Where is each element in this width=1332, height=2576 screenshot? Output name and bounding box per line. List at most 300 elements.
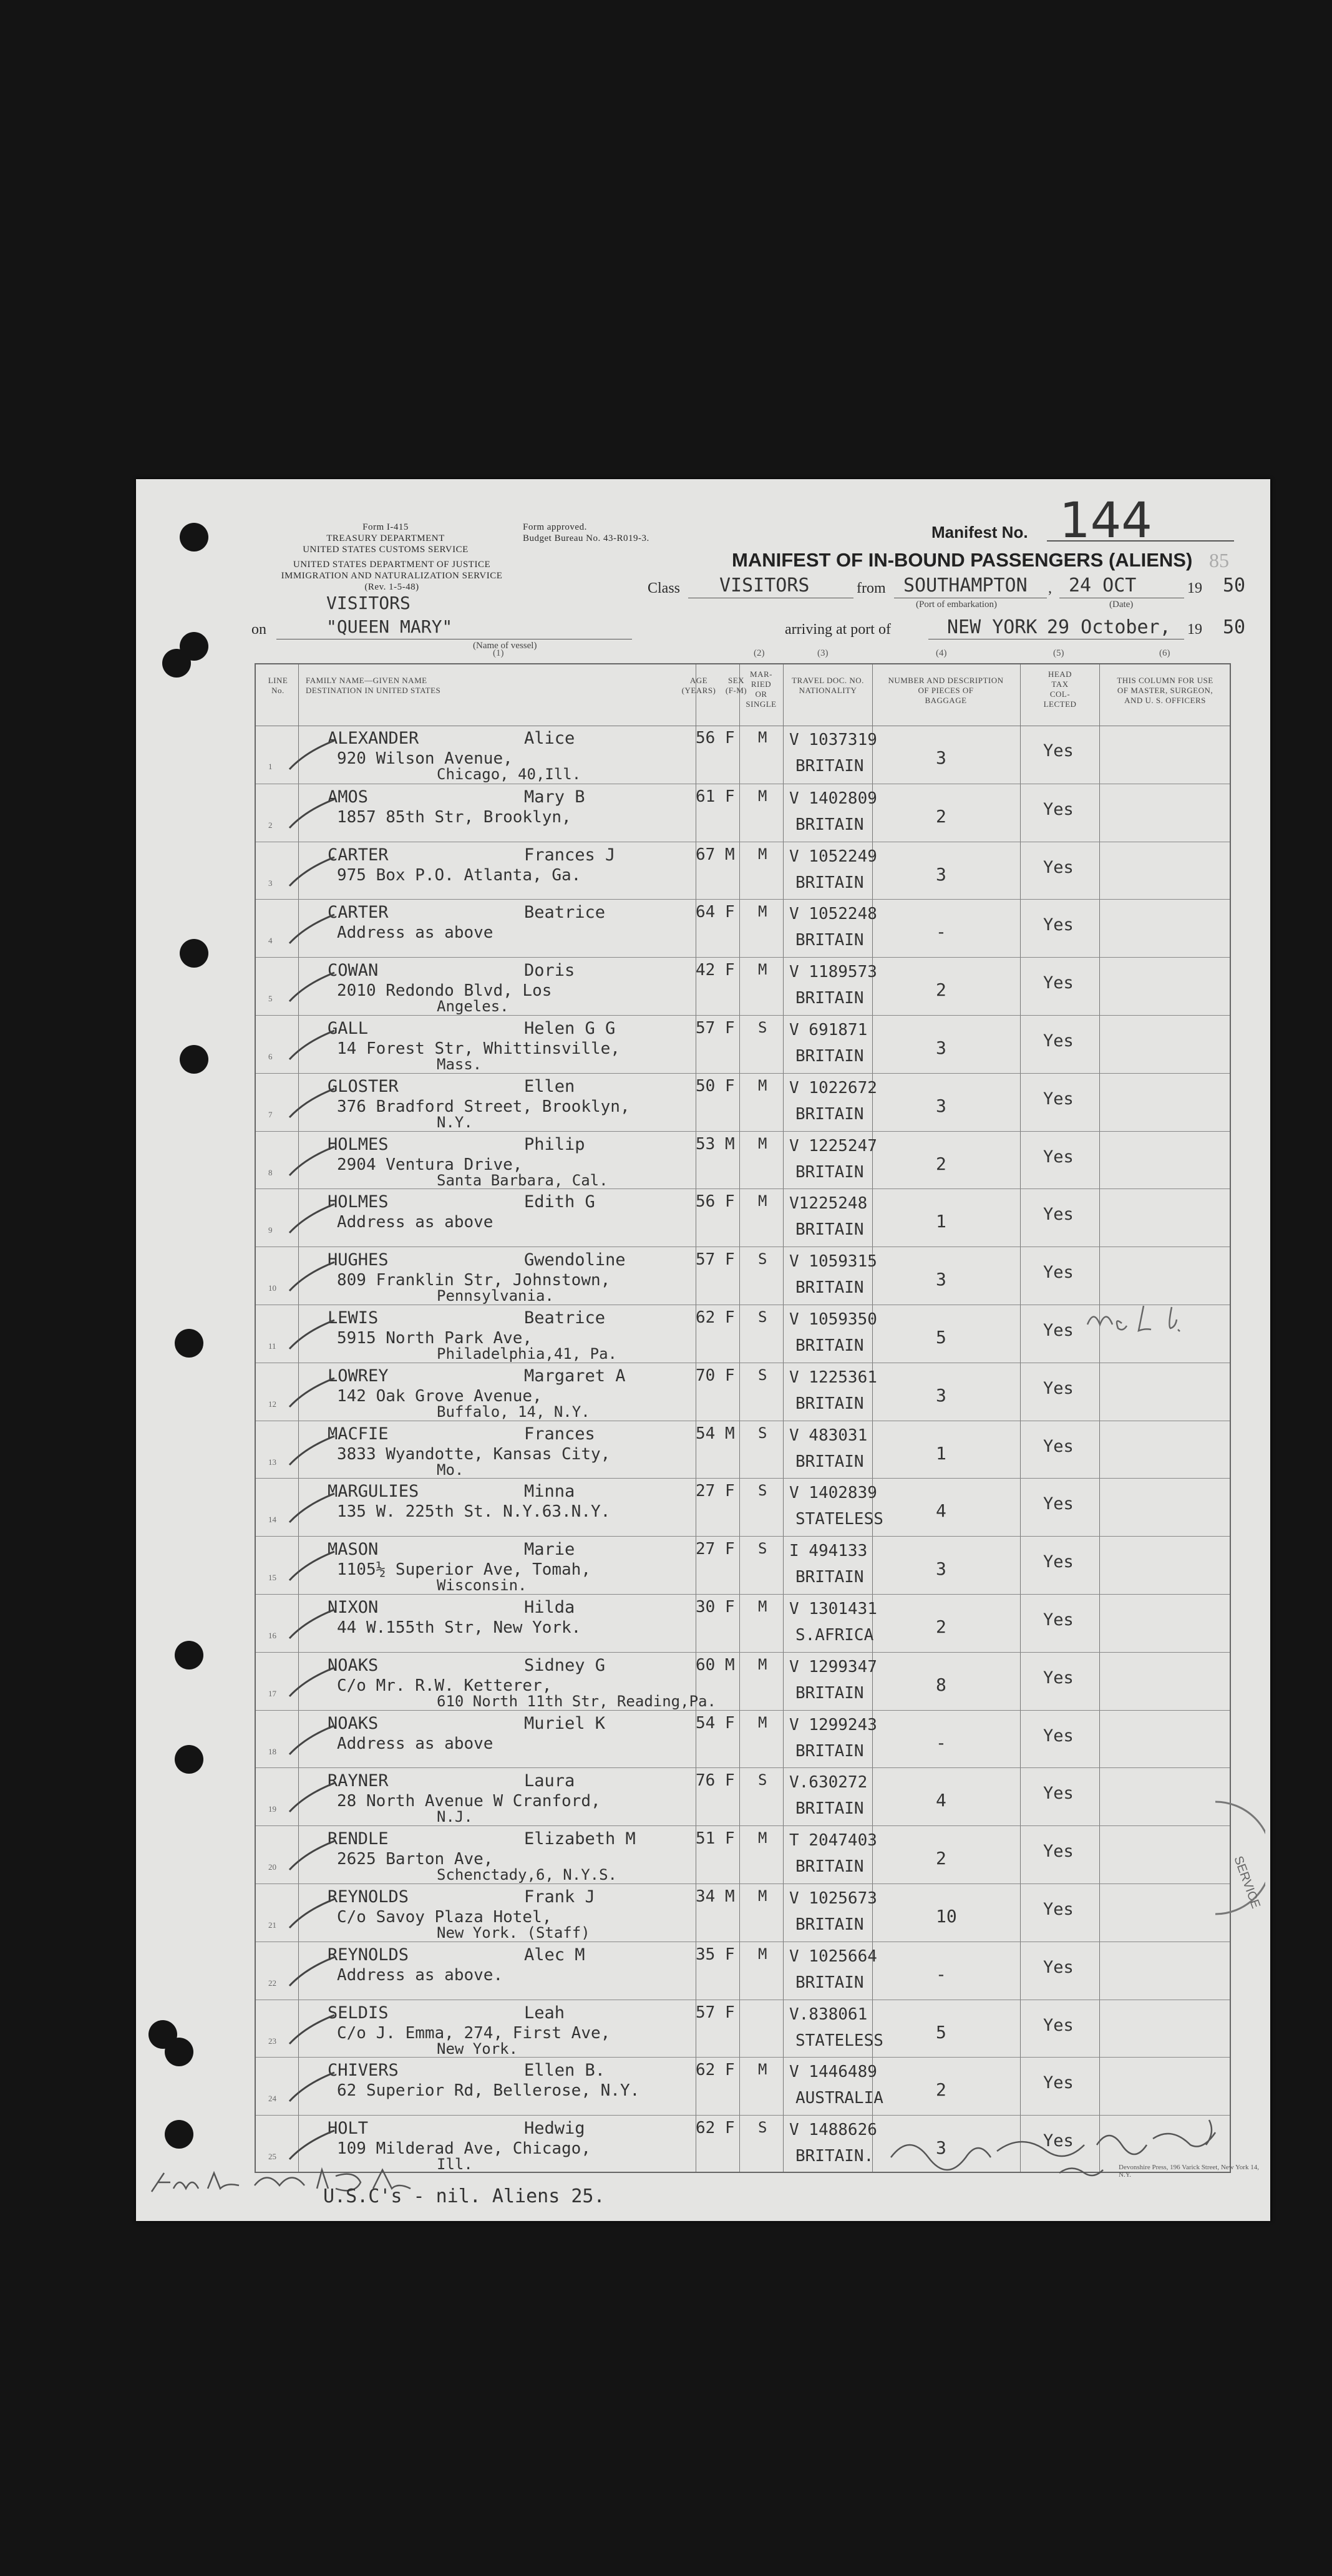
line-number: 10	[268, 1283, 276, 1293]
line-number: 15	[268, 1573, 276, 1583]
handwritten-check-mark	[287, 1260, 337, 1294]
baggage-count: 3	[936, 747, 946, 768]
sex-value: F	[725, 1308, 735, 1327]
family-name: RAYNER	[328, 1771, 389, 1791]
marital-value: M	[758, 961, 767, 979]
handwritten-check-mark	[287, 2070, 337, 2104]
table-row	[256, 1942, 1230, 2000]
nationality: BRITAIN	[795, 1278, 864, 1298]
head-tax-collected: Yes	[1043, 1205, 1074, 1225]
head-tax-collected: Yes	[1043, 1610, 1074, 1630]
address-line-1: 109 Milderad Ave, Chicago,	[337, 2139, 591, 2159]
punch-hole	[165, 2038, 193, 2066]
sex-value: F	[725, 2003, 735, 2022]
address-line-1: 2904 Ventura Drive,	[337, 1155, 523, 1174]
handwritten-check-mark	[287, 1144, 337, 1179]
head-tax-collected: Yes	[1043, 857, 1074, 877]
handwritten-check-mark	[287, 1723, 337, 1757]
approval-text: Form approved.	[523, 522, 587, 532]
col-num-6: (6)	[1159, 648, 1170, 658]
punch-hole	[175, 1745, 203, 1774]
address-line-2: Philadelphia,41, Pa.	[437, 1345, 617, 1363]
comma: ,	[1048, 580, 1052, 596]
sex-value: F	[725, 1192, 735, 1212]
age-value: 64	[696, 903, 716, 922]
given-name: Philip	[524, 1134, 585, 1154]
address-line-1: 135 W. 225th St. N.Y.63.N.Y.	[337, 1502, 611, 1522]
table-row	[256, 957, 1230, 1016]
nationality: BRITAIN	[795, 1047, 864, 1066]
address-line-1: Address as above	[337, 1734, 493, 1753]
address-line-2: 610 North 11th Str, Reading,Pa.	[437, 1692, 716, 1710]
form-approval-block	[523, 522, 710, 544]
handwritten-check-mark	[287, 1086, 337, 1120]
marital-value: M	[758, 1076, 767, 1094]
nationality: BRITAIN	[795, 1857, 864, 1877]
family-name: AMOS	[328, 787, 369, 807]
baggage-count: 1	[936, 1211, 946, 1232]
sex-value: F	[725, 729, 735, 747]
marital-value: M	[758, 1598, 767, 1615]
line-number: 19	[268, 1804, 276, 1814]
sex-value: F	[725, 903, 735, 922]
address-line-2: Mass.	[437, 1056, 482, 1073]
handwritten-check-mark	[287, 738, 337, 772]
age-value: 30	[696, 1598, 716, 1616]
sex-value: F	[725, 1482, 735, 1501]
handwritten-check-mark	[287, 1607, 337, 1641]
family-name: RENDLE	[328, 1829, 389, 1849]
manifest-no-label: Manifest No.	[931, 523, 1028, 542]
table-row	[256, 784, 1230, 842]
embark-date-value: 24 OCT	[1069, 575, 1137, 596]
address-line-1: Address as above	[337, 1213, 493, 1232]
age-value: 50	[696, 1076, 716, 1096]
family-name: HUGHES	[328, 1250, 389, 1270]
arrival-date: 29 October,	[1047, 616, 1171, 638]
address-line-2: Wisconsin.	[437, 1577, 527, 1595]
col-header-head-tax: HEAD TAX COL- LECTED	[1043, 669, 1077, 709]
line-number: 13	[268, 1457, 276, 1467]
given-name: Alec M	[524, 1945, 585, 1965]
handwritten-check-mark	[287, 912, 337, 946]
address-line-1: 1105½ Superior Ave, Tomah,	[337, 1560, 591, 1580]
family-name: SELDIS	[328, 2003, 389, 2023]
officer-remark-handwriting	[1084, 1300, 1215, 1337]
travel-doc-number: V 1488626	[789, 2121, 877, 2140]
sex-value: M	[725, 1424, 735, 1443]
nationality: BRITAIN	[795, 815, 864, 834]
travel-doc-number: V 691871	[789, 1021, 868, 1039]
col-num-5: (5)	[1053, 648, 1064, 658]
address-line-1: C/o J. Emma, 274, First Ave,	[337, 2023, 611, 2043]
punch-hole	[175, 1329, 203, 1358]
head-tax-collected: Yes	[1043, 741, 1074, 761]
head-tax-collected: Yes	[1043, 973, 1074, 993]
address-line-2: New York. (Staff)	[437, 1924, 590, 1942]
given-name: Gwendoline	[524, 1250, 626, 1270]
address-line-1: 920 Wilson Avenue,	[337, 749, 513, 768]
age-value: 35	[696, 1945, 716, 1964]
age-value: 62	[696, 2119, 716, 2138]
col-header-sex: SEX (F-M)	[725, 676, 747, 695]
age-value: 70	[696, 1366, 716, 1385]
head-tax-collected: Yes	[1043, 1957, 1074, 1977]
family-name: HOLT	[328, 2119, 369, 2139]
marital-value: M	[758, 1655, 767, 1673]
table-row	[256, 1825, 1230, 1884]
head-tax-collected: Yes	[1043, 1552, 1074, 1572]
address-line-1: Address as above.	[337, 1965, 503, 1985]
address-line-1: 975 Box P.O. Atlanta, Ga.	[337, 865, 581, 885]
vessel-note: (Name of vessel)	[473, 641, 537, 651]
handwritten-check-mark	[287, 1491, 337, 1525]
travel-doc-number: V 1025673	[789, 1889, 877, 1908]
address-line-1: 28 North Avenue W Cranford,	[337, 1792, 601, 1811]
baggage-count: -	[936, 1732, 946, 1753]
handwritten-check-mark	[287, 797, 337, 831]
travel-doc-number: T 2047403	[789, 1831, 877, 1850]
line-number: 16	[268, 1631, 276, 1640]
family-name: HOLMES	[328, 1192, 389, 1212]
head-tax-collected: Yes	[1043, 1494, 1074, 1514]
family-name: HOLMES	[328, 1134, 389, 1154]
sex-value: F	[725, 1829, 735, 1849]
marital-value: S	[758, 1308, 767, 1326]
given-name: Sidney G	[524, 1655, 606, 1675]
line-number: 22	[268, 1978, 276, 1988]
address-line-1: 142 Oak Grove Avenue,	[337, 1386, 542, 1406]
address-line-1: C/o Savoy Plaza Hotel,	[337, 1908, 552, 1927]
col-header-line: LINE No.	[268, 676, 288, 695]
head-tax-collected: Yes	[1043, 799, 1074, 819]
travel-doc-number: V 1059315	[789, 1252, 877, 1271]
arriving-label: arriving at port of	[785, 621, 891, 638]
given-name: Beatrice	[524, 903, 606, 923]
travel-doc-number: V 1299347	[789, 1657, 877, 1676]
sex-value: F	[725, 1019, 735, 1038]
head-tax-collected: Yes	[1043, 1842, 1074, 1862]
table-row	[256, 1421, 1230, 1479]
handwritten-check-mark	[287, 1434, 337, 1468]
line-number: 11	[268, 1341, 276, 1351]
handwritten-check-mark	[287, 855, 337, 889]
sex-value: F	[725, 1366, 735, 1385]
marital-value: M	[758, 787, 767, 805]
line-number: 24	[268, 2094, 276, 2104]
marital-value: S	[758, 1250, 767, 1268]
baggage-count: 4	[936, 1790, 946, 1811]
date-note: (Date)	[1109, 600, 1134, 610]
ins-name: IMMIGRATION AND NATURALIZATION SERVICE	[281, 571, 503, 581]
travel-doc-number: V 1301431	[789, 1600, 877, 1618]
head-tax-collected: Yes	[1043, 1263, 1074, 1283]
given-name: Mary B	[524, 787, 585, 807]
vessel-name: "QUEEN MARY"	[326, 616, 453, 637]
col-header-baggage: NUMBER AND DESCRIPTION OF PIECES OF BAGGAGE	[888, 676, 1004, 705]
travel-doc-number: V 1225247	[789, 1136, 877, 1155]
manifest-no-handwritten: 144	[1059, 493, 1152, 549]
travel-doc-number: V 1037319	[789, 731, 877, 749]
head-tax-collected: Yes	[1043, 1668, 1074, 1688]
head-tax-collected: Yes	[1043, 1900, 1074, 1919]
baggage-count: 5	[936, 1327, 946, 1348]
nationality: BRITAIN	[795, 931, 864, 950]
line-number: 23	[268, 2036, 276, 2046]
travel-doc-number: V 1299243	[789, 1715, 877, 1734]
address-line-1: 2625 Barton Ave,	[337, 1850, 493, 1869]
officer-signature	[885, 2114, 1247, 2189]
given-name: Marie	[524, 1540, 575, 1560]
age-value: 76	[696, 1771, 716, 1791]
address-line-2: Mo.	[437, 1461, 464, 1479]
given-name: Hedwig	[524, 2119, 585, 2139]
nationality: BRITAIN	[795, 989, 864, 1008]
address-line-1: 62 Superior Rd, Bellerose, N.Y.	[337, 2081, 640, 2101]
baggage-count: 10	[936, 1906, 957, 1927]
sex-value: F	[725, 961, 735, 980]
line-number: 4	[268, 936, 273, 946]
embark-year: 50	[1223, 575, 1246, 596]
nationality: AUSTRALIA	[795, 2089, 883, 2108]
age-value: 54	[696, 1713, 716, 1733]
table-row	[256, 1594, 1230, 1653]
col-header-officers: THIS COLUMN FOR USE OF MASTER, SURGEON, AND U. S. OFFICERS	[1117, 676, 1213, 705]
punch-hole	[180, 1045, 208, 1074]
head-tax-collected: Yes	[1043, 1784, 1074, 1804]
punch-hole	[162, 649, 191, 678]
given-name: Frances	[524, 1424, 595, 1444]
line-number: 6	[268, 1052, 273, 1061]
handwritten-check-mark	[287, 1839, 337, 1873]
class-label: Class	[648, 580, 681, 596]
sex-value: F	[725, 1713, 735, 1733]
travel-doc-number: V.838061	[789, 2005, 868, 2024]
sex-value: M	[725, 1134, 735, 1154]
table-row	[256, 1478, 1230, 1537]
address-line-1: 5915 North Park Ave,	[337, 1329, 533, 1348]
family-name: CARTER	[328, 845, 389, 865]
family-name: MACFIE	[328, 1424, 389, 1444]
age-value: 61	[696, 787, 716, 806]
arrival-port: NEW YORK	[947, 616, 1038, 638]
handwritten-check-mark	[287, 2128, 337, 2162]
address-line-2: Angeles.	[437, 998, 509, 1016]
table-row	[256, 1883, 1230, 1942]
age-value: 57	[696, 2003, 716, 2022]
table-row	[256, 2057, 1230, 2116]
nationality: BRITAIN	[795, 1973, 864, 1992]
marital-value: M	[758, 1134, 767, 1152]
given-name: Ellen	[524, 1076, 575, 1096]
marital-value: S	[758, 2119, 767, 2137]
head-tax-collected: Yes	[1043, 1089, 1074, 1109]
punch-hole	[180, 523, 208, 552]
head-tax-collected: Yes	[1043, 1321, 1074, 1340]
line-number: 2	[268, 820, 273, 830]
punch-hole	[180, 939, 208, 968]
table-row	[256, 1536, 1230, 1595]
travel-doc-number: V 1052248	[789, 905, 877, 924]
col-num-2: (2)	[754, 648, 765, 658]
nationality: STATELESS	[795, 1510, 883, 1529]
address-line-2: N.J.	[437, 1808, 473, 1826]
family-name: NIXON	[328, 1598, 379, 1617]
nationality: BRITAIN	[795, 1394, 864, 1413]
baggage-count: -	[936, 1963, 946, 1985]
sex-value: M	[725, 845, 735, 864]
handwritten-check-mark	[287, 1202, 337, 1236]
handwritten-check-mark	[287, 1549, 337, 1583]
head-tax-collected: Yes	[1043, 1031, 1074, 1051]
age-value: 27	[696, 1540, 716, 1559]
form-number: Form I-415	[362, 522, 409, 532]
age-value: 27	[696, 1482, 716, 1501]
address-line-1: Address as above	[337, 923, 493, 943]
baggage-count: 2	[936, 1153, 946, 1174]
travel-doc-number: V 1052249	[789, 847, 877, 866]
page-title: MANIFEST OF IN-BOUND PASSENGERS (ALIENS)	[732, 549, 1193, 571]
sex-value: F	[725, 2119, 735, 2138]
nationality: BRITAIN	[795, 1741, 864, 1761]
age-value: 56	[696, 1192, 716, 1212]
head-tax-collected: Yes	[1043, 2131, 1074, 2151]
address-line-2: New York.	[437, 2039, 518, 2058]
col-num-3: (3)	[817, 648, 829, 658]
age-value: 54	[696, 1424, 716, 1443]
sex-value: F	[725, 2061, 735, 2080]
given-name: Frank J	[524, 1887, 595, 1907]
sex-value: F	[725, 1598, 735, 1616]
table-row	[256, 1363, 1230, 1421]
handwritten-check-mark	[287, 1318, 337, 1352]
handwritten-check-mark	[287, 1897, 337, 1931]
head-tax-collected: Yes	[1043, 915, 1074, 935]
age-value: 42	[696, 961, 716, 980]
baggage-count: 5	[936, 2021, 946, 2043]
family-name: NOAKS	[328, 1713, 379, 1733]
age-value: 57	[696, 1019, 716, 1038]
line-number: 25	[268, 2152, 276, 2162]
given-name: Margaret A	[524, 1366, 626, 1386]
travel-doc-number: V 1402839	[789, 1484, 877, 1503]
baggage-count: 8	[936, 1674, 946, 1695]
nationality: BRITAIN	[795, 1568, 864, 1587]
baggage-count: -	[936, 921, 946, 943]
from-label: from	[857, 580, 886, 596]
table-row	[256, 1710, 1230, 1769]
given-name: Frances J	[524, 845, 616, 865]
travel-doc-number: V 1402809	[789, 789, 877, 808]
col-header-name: FAMILY NAME—GIVEN NAME DESTINATION IN UNITED STATES	[306, 676, 441, 695]
marital-value: S	[758, 1019, 767, 1036]
head-tax-collected: Yes	[1043, 1378, 1074, 1398]
nationality: BRITAIN	[795, 1915, 864, 1934]
baggage-count: 2	[936, 2079, 946, 2101]
travel-doc-number: I 494133	[789, 1542, 868, 1561]
given-name: Edith G	[524, 1192, 595, 1212]
col-header-age: AGE (YEARS)	[681, 676, 716, 695]
sex-value: M	[725, 1887, 735, 1906]
port-embark-value: SOUTHAMPTON	[903, 575, 1028, 596]
manifest-page	[136, 479, 1270, 2221]
punch-hole	[175, 1641, 203, 1670]
given-name: Alice	[524, 729, 575, 748]
table-row	[256, 1247, 1230, 1305]
age-value: 51	[696, 1829, 716, 1849]
head-tax-collected: Yes	[1043, 1147, 1074, 1167]
sex-value: F	[725, 1771, 735, 1791]
embark-year-prefix: 19	[1187, 580, 1202, 596]
handwritten-check-mark	[287, 2013, 337, 2047]
table-row	[256, 726, 1230, 784]
age-value: 67	[696, 845, 716, 864]
family-name: CARTER	[328, 903, 389, 923]
marital-value: M	[758, 729, 767, 746]
revision-date: (Rev. 1-5-48)	[364, 582, 419, 592]
given-name: Laura	[524, 1771, 575, 1791]
age-value: 62	[696, 2061, 716, 2080]
family-name: MASON	[328, 1540, 379, 1560]
class-value: VISITORS	[719, 575, 810, 596]
nationality: BRITAIN	[795, 1220, 864, 1240]
nationality: BRITAIN	[795, 1336, 864, 1355]
table-row	[256, 899, 1230, 958]
given-name: Hilda	[524, 1598, 575, 1617]
nationality: BRITAIN	[795, 1799, 864, 1819]
port-embark-note: (Port of embarkation)	[916, 600, 997, 610]
marital-value: M	[758, 1887, 767, 1905]
table-row	[256, 1188, 1230, 1247]
baggage-count: 3	[936, 1095, 946, 1116]
sex-value: M	[725, 1655, 735, 1674]
svg-text:SERVICE: SERVICE	[1231, 1854, 1263, 1910]
baggage-count: 3	[936, 1038, 946, 1058]
page-number: 85	[1209, 549, 1229, 571]
travel-doc-number: V 1189573	[789, 963, 877, 982]
line-number: 18	[268, 1746, 276, 1756]
baggage-count: 2	[936, 805, 946, 827]
col-header-travel-doc: TRAVEL DOC. NO. NATIONALITY	[792, 676, 864, 695]
line-number: 21	[268, 1920, 276, 1930]
address-line-1: 14 Forest Str, Whittinsville,	[337, 1039, 620, 1058]
marital-value: S	[758, 1424, 767, 1442]
marital-value: S	[758, 1482, 767, 1500]
age-value: 62	[696, 1308, 716, 1327]
address-line-2: Pennsylvania.	[437, 1287, 554, 1305]
nationality: BRITAIN	[795, 1683, 864, 1703]
address-line-1: 1857 85th Str, Brooklyn,	[337, 807, 571, 827]
travel-doc-number: V 1225361	[789, 1368, 877, 1387]
age-value: 56	[696, 729, 716, 747]
address-line-1: 376 Bradford Street, Brooklyn,	[337, 1097, 630, 1116]
travel-doc-number: V.630272	[789, 1773, 868, 1792]
family-name: COWAN	[328, 961, 379, 981]
baggage-count: 4	[936, 1500, 946, 1522]
address-line-2: N.Y.	[437, 1113, 473, 1131]
family-name: CHIVERS	[328, 2061, 399, 2081]
baggage-count: 2	[936, 1848, 946, 1869]
marital-value: M	[758, 903, 767, 921]
col-header-married: MAR- RIED OR SINGLE	[746, 669, 777, 709]
sex-value: F	[725, 1076, 735, 1096]
head-tax-collected: Yes	[1043, 2073, 1074, 2093]
nationality: BRITAIN.	[795, 2147, 874, 2166]
col-num-4: (4)	[936, 648, 947, 658]
table-row	[256, 1652, 1230, 1711]
travel-doc-number: V 1059350	[789, 1310, 877, 1329]
line-number: 3	[268, 878, 273, 888]
